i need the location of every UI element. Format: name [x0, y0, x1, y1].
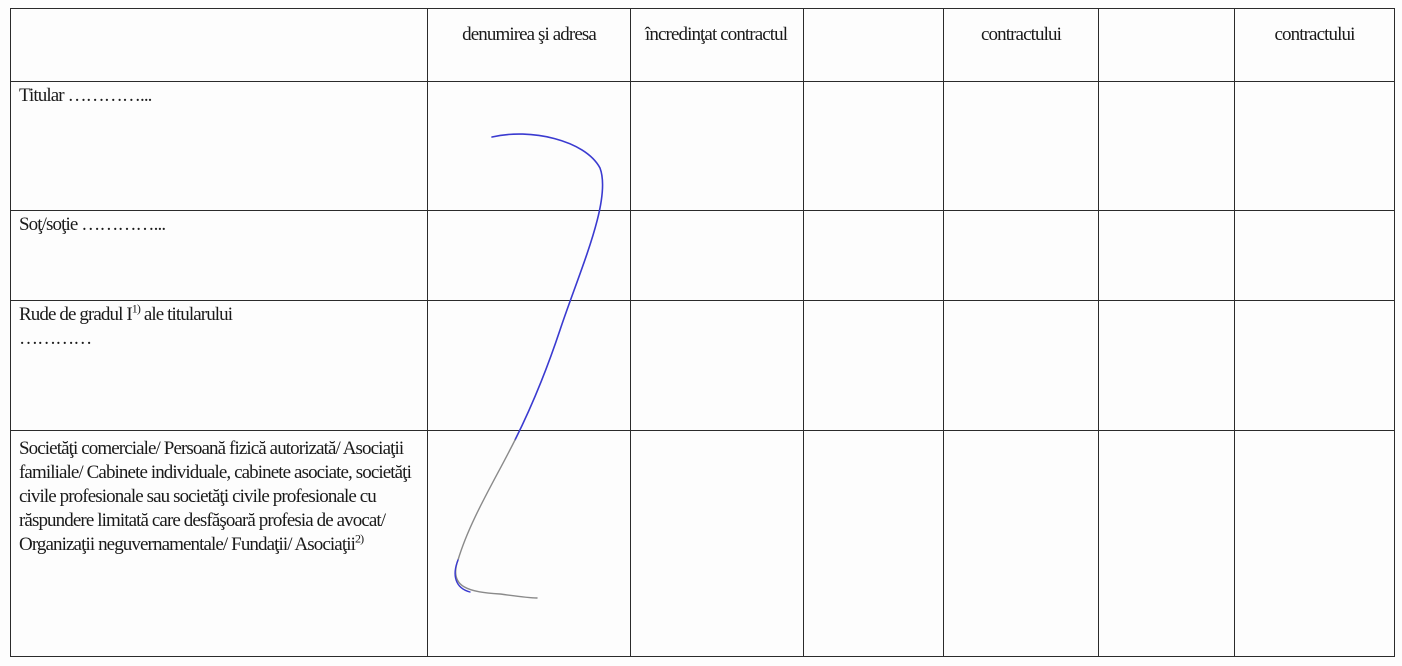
table-cell — [1099, 431, 1235, 657]
table-row — [11, 431, 1395, 657]
header-cell-contract-1: contractului — [944, 9, 1099, 82]
table-cell — [944, 431, 1099, 657]
table-cell — [804, 211, 944, 301]
table-cell — [631, 431, 804, 657]
row-label-titular: Titular …………... — [11, 82, 428, 211]
table-cell — [428, 431, 631, 657]
table-cell — [804, 431, 944, 657]
row-label-relatives: Rude de gradul $I^{1)}$ ale titularului ………… — [11, 301, 428, 431]
table-cell — [804, 82, 944, 211]
table-cell — [1099, 82, 1235, 211]
table-cell — [944, 82, 1099, 211]
footnote-ref-2: 2) — [354, 531, 364, 546]
table-cell — [1235, 431, 1395, 657]
header-cell-label — [11, 9, 428, 82]
table-cell — [1099, 211, 1235, 301]
footnote-ref-1: 1) — [131, 301, 140, 316]
table-cell — [631, 82, 804, 211]
table-cell — [944, 211, 1099, 301]
declaration-table — [10, 8, 1395, 657]
row-label-spouse: Soţ/soţie …………... — [11, 211, 428, 301]
header-cell-contract-2: contractului — [1235, 9, 1395, 82]
table-row — [11, 301, 1395, 431]
header-cell-entrusted: încredinţat contractul — [631, 9, 804, 82]
header-cell-name-address: denumirea şi adresa — [428, 9, 631, 82]
row-label-companies: Societăţi comerciale/ Persoană fizică autorizată/ Asociaţii familiale/ Cabinete individuale, cabinete asociate, societăţi civile profesionale sau societăţi civile profesionale cu răspundere limitată care desfăşoară profesia de avocat/ Organizaţii neguvernamentale/ Fundaţii/ Asociaţii$^{2)}$ — [11, 431, 428, 657]
table-cell — [428, 301, 631, 431]
table-cell — [804, 301, 944, 431]
header-cell-empty-2 — [1099, 9, 1235, 82]
table-row — [11, 211, 1395, 301]
table-cell — [1235, 211, 1395, 301]
table-cell — [1235, 82, 1395, 211]
header-cell-empty — [804, 9, 944, 82]
table-cell — [1099, 301, 1235, 431]
table-cell — [944, 301, 1099, 431]
table-cell — [1235, 301, 1395, 431]
table-cell — [631, 301, 804, 431]
table-row — [11, 82, 1395, 211]
table-cell — [428, 211, 631, 301]
table-cell — [631, 211, 804, 301]
header-row — [11, 9, 1395, 82]
table-cell — [428, 82, 631, 211]
